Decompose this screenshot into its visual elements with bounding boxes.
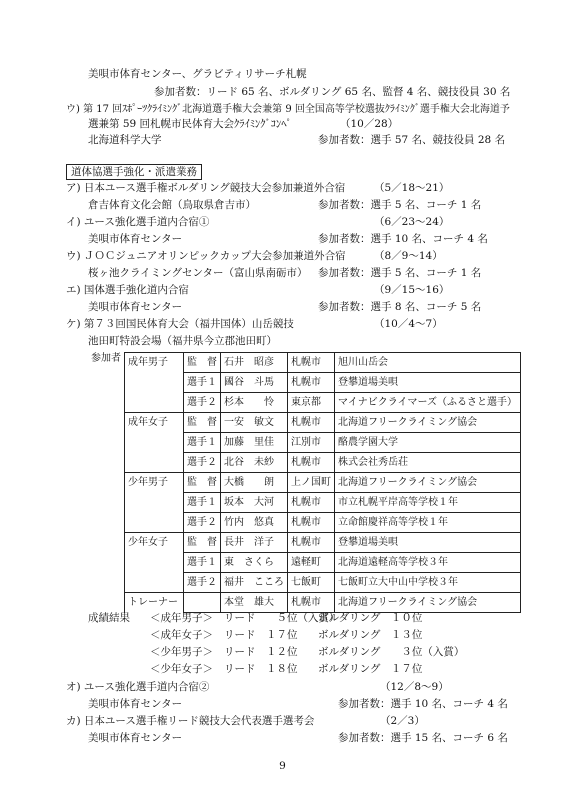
- table-row: [88, 433, 521, 453]
- roster-cell: 札幌市: [288, 593, 335, 613]
- roster-cell: 一安 敏文: [221, 413, 288, 433]
- item-title: カ) 日本ユース選手権リード競技大会代表選手選考会: [66, 715, 315, 727]
- roster-cell: 福井 こころ: [221, 573, 288, 593]
- table-row: [88, 513, 521, 533]
- item-date: （8／9～14）: [374, 250, 443, 262]
- result-boulder: ボルダリング １３位: [318, 629, 423, 641]
- event-venue: 北海道科学大学: [88, 134, 162, 146]
- event-participants: 参加者数：選手 57 名、競技役員 28 名: [318, 134, 506, 146]
- roster-cell: 登攀道場美唄: [335, 533, 521, 553]
- item-place: 倉吉体育文化会館（鳥取県倉吉市）: [88, 199, 256, 211]
- roster-cell: 成年女子: [125, 413, 184, 433]
- roster-cell: 東京都: [288, 393, 335, 413]
- roster-cell: 江別市: [288, 433, 335, 453]
- roster-cell: [184, 593, 221, 613]
- roster-cell: 札幌市: [288, 513, 335, 533]
- item-place: 美唄市体育センター: [88, 698, 183, 710]
- roster-cell: 上ノ国町: [288, 473, 335, 493]
- table-row: [88, 453, 521, 473]
- result-cat: ＜少年男子＞: [150, 646, 213, 658]
- table-row: [88, 393, 521, 413]
- roster-cell: 選手２: [184, 513, 221, 533]
- result-lead: リード ５位（入賞）: [224, 612, 340, 624]
- roster-cell: [125, 433, 184, 453]
- table-row: [88, 593, 521, 613]
- roster-cell: 選手２: [184, 453, 221, 473]
- roster-cell: [125, 393, 184, 413]
- roster-cell: 國谷 斗馬: [221, 373, 288, 393]
- page-number: 9: [279, 760, 286, 772]
- result-cat: ＜成年女子＞: [150, 629, 213, 641]
- roster-cell: [125, 513, 184, 533]
- roster-cell: 少年男子: [125, 473, 184, 493]
- roster-cell: 酪農学園大学: [335, 433, 521, 453]
- roster-cell: 監 督: [184, 353, 221, 373]
- roster-cell: 遠軽町: [288, 553, 335, 573]
- roster-cell: 少年女子: [125, 533, 184, 553]
- roster-table: [88, 352, 521, 613]
- roster-cell: 札幌市: [288, 493, 335, 513]
- item-title: オ) ユース強化選手道内合宿②: [66, 681, 210, 693]
- item-place: 池田町特設会場（福井県今立郡池田町）: [88, 335, 277, 347]
- table-row: [88, 533, 521, 553]
- roster-cell: [125, 553, 184, 573]
- venue-line: 美唄市体育センター、グラビティリサーチ札幌: [88, 68, 307, 80]
- roster-cell: 成年男子: [125, 353, 184, 373]
- result-boulder: ボルダリング １７位: [318, 663, 423, 675]
- roster-cell: 札幌市: [288, 533, 335, 553]
- item-date: （2／3）: [380, 715, 425, 727]
- roster-cell: 北海道フリークライミング協会: [335, 413, 521, 433]
- roster-cell: トレーナー: [125, 593, 184, 613]
- table-row: [88, 473, 521, 493]
- event-title-cont: 選兼第 59 回札幌市民体育大会ｸﾗｲﾐﾝｸﾞｺﾝﾍﾟ: [88, 118, 292, 130]
- item-date: （9／15～16）: [374, 284, 450, 296]
- result-cat: ＜少年女子＞: [150, 663, 213, 675]
- item-count: 参加者数：選手 5 名、コーチ 1 名: [318, 267, 482, 279]
- table-row: [88, 553, 521, 573]
- roster-cell: 加藤 里佳: [221, 433, 288, 453]
- item-date: （6／23～24）: [374, 216, 450, 228]
- roster-cell: 七飯町立大中山中学校３年: [335, 573, 521, 593]
- roster-cell: 竹内 悠真: [221, 513, 288, 533]
- table-row: [88, 573, 521, 593]
- item-title: エ) 国体選手強化道内合宿: [66, 284, 189, 296]
- roster-cell: 株式会社秀岳荘: [335, 453, 521, 473]
- roster-cell: 石井 昭彦: [221, 353, 288, 373]
- item-count: 参加者数：選手 10 名、コーチ 4 名: [338, 698, 508, 710]
- item-date: （5／18～21）: [374, 182, 450, 194]
- roster-cell: マイナビクライマーズ（ふるさと選手）: [335, 393, 521, 413]
- section-title: 道体協選手強化・派遣業務: [66, 164, 202, 180]
- roster-cell: 選手２: [184, 573, 221, 593]
- table-row: [88, 413, 521, 433]
- roster-cell: 市立札幌平岸高等学校１年: [335, 493, 521, 513]
- result-lead: リード １７位: [224, 629, 298, 641]
- roster-cell: 札幌市: [288, 353, 335, 373]
- result-boulder: ボルダリング ３位（入賞）: [318, 646, 465, 658]
- table-row: [88, 353, 521, 373]
- item-count: 参加者数：選手 5 名、コーチ 1 名: [318, 199, 482, 211]
- event-title-line: ウ) 第 17 回ｽﾎﾟｰﾂｸﾗｲﾐﾝｸﾞ北海道選手権大会兼第 9 回全国高等学校選抜ｸﾗｲﾐﾝｸﾞ選手権大会北海道予: [66, 104, 510, 115]
- item-count: 参加者数：選手 15 名、コーチ 6 名: [338, 732, 508, 744]
- roster-cell: 北海道フリークライミング協会: [335, 593, 521, 613]
- item-title: ケ) 第７３回国民体育大会（福井国体）山岳競技: [66, 318, 294, 330]
- roster-cell: 選手１: [184, 373, 221, 393]
- roster-cell: 立命館慶祥高等学校１年: [335, 513, 521, 533]
- item-title: イ) ユース強化選手道内合宿①: [66, 216, 210, 228]
- roster-cell: 杉本 怜: [221, 393, 288, 413]
- roster-cell: 札幌市: [288, 453, 335, 473]
- roster-label: 参加者: [88, 353, 125, 613]
- roster-cell: 本堂 雄大: [221, 593, 288, 613]
- roster-cell: 監 督: [184, 533, 221, 553]
- roster-cell: 選手１: [184, 493, 221, 513]
- roster-cell: 七飯町: [288, 573, 335, 593]
- roster-cell: [125, 493, 184, 513]
- roster-cell: 監 督: [184, 473, 221, 493]
- result-boulder: ボルダリング １０位: [318, 612, 423, 624]
- roster-cell: 大橋 朗: [221, 473, 288, 493]
- roster-cell: 選手１: [184, 433, 221, 453]
- roster-cell: 旭川山岳会: [335, 353, 521, 373]
- item-place: 桜ヶ池クライミングセンター（富山県南砺市）: [88, 267, 308, 279]
- item-place: 美唄市体育センター: [88, 233, 183, 245]
- roster-cell: 選手１: [184, 553, 221, 573]
- results-label: 成績結果: [88, 612, 130, 624]
- result-lead: リード １８位: [224, 663, 298, 675]
- roster-cell: 登攀道場美唄: [335, 373, 521, 393]
- result-cat: ＜成年男子＞: [150, 612, 213, 624]
- roster-cell: 選手２: [184, 393, 221, 413]
- item-place: 美唄市体育センター: [88, 301, 183, 313]
- roster-cell: [125, 373, 184, 393]
- item-count: 参加者数：選手 8 名、コーチ 5 名: [318, 301, 482, 313]
- roster-cell: [125, 573, 184, 593]
- roster-cell: [125, 453, 184, 473]
- table-row: [88, 493, 521, 513]
- roster-cell: 北谷 未紗: [221, 453, 288, 473]
- roster-cell: 北海道フリークライミング協会: [335, 473, 521, 493]
- roster-cell: 長井 洋子: [221, 533, 288, 553]
- result-lead: リード １２位: [224, 646, 298, 658]
- table-row: [88, 373, 521, 393]
- roster-cell: 坂本 大河: [221, 493, 288, 513]
- item-title: ア) 日本ユース選手権ボルダリング競技大会参加兼道外合宿: [66, 182, 346, 194]
- roster-cell: 監 督: [184, 413, 221, 433]
- item-place: 美唄市体育センター: [88, 732, 183, 744]
- roster-cell: 札幌市: [288, 373, 335, 393]
- event-date: （10／28）: [340, 118, 399, 130]
- item-date: （12／8～9）: [380, 681, 449, 693]
- item-title: ウ) ＪＯＣジュニアオリンピックカップ大会参加兼道外合宿: [66, 250, 346, 262]
- roster-cell: 東 さくら: [221, 553, 288, 573]
- roster-cell: 札幌市: [288, 413, 335, 433]
- participants-line: 参加者数：リード 65 名、ボルダリング 65 名、監督 4 名、競技役員 30 名: [154, 86, 511, 98]
- item-count: 参加者数：選手 10 名、コーチ 4 名: [318, 233, 488, 245]
- roster-cell: 北海道遠軽高等学校３年: [335, 553, 521, 573]
- item-date: （10／4～7）: [374, 318, 443, 330]
